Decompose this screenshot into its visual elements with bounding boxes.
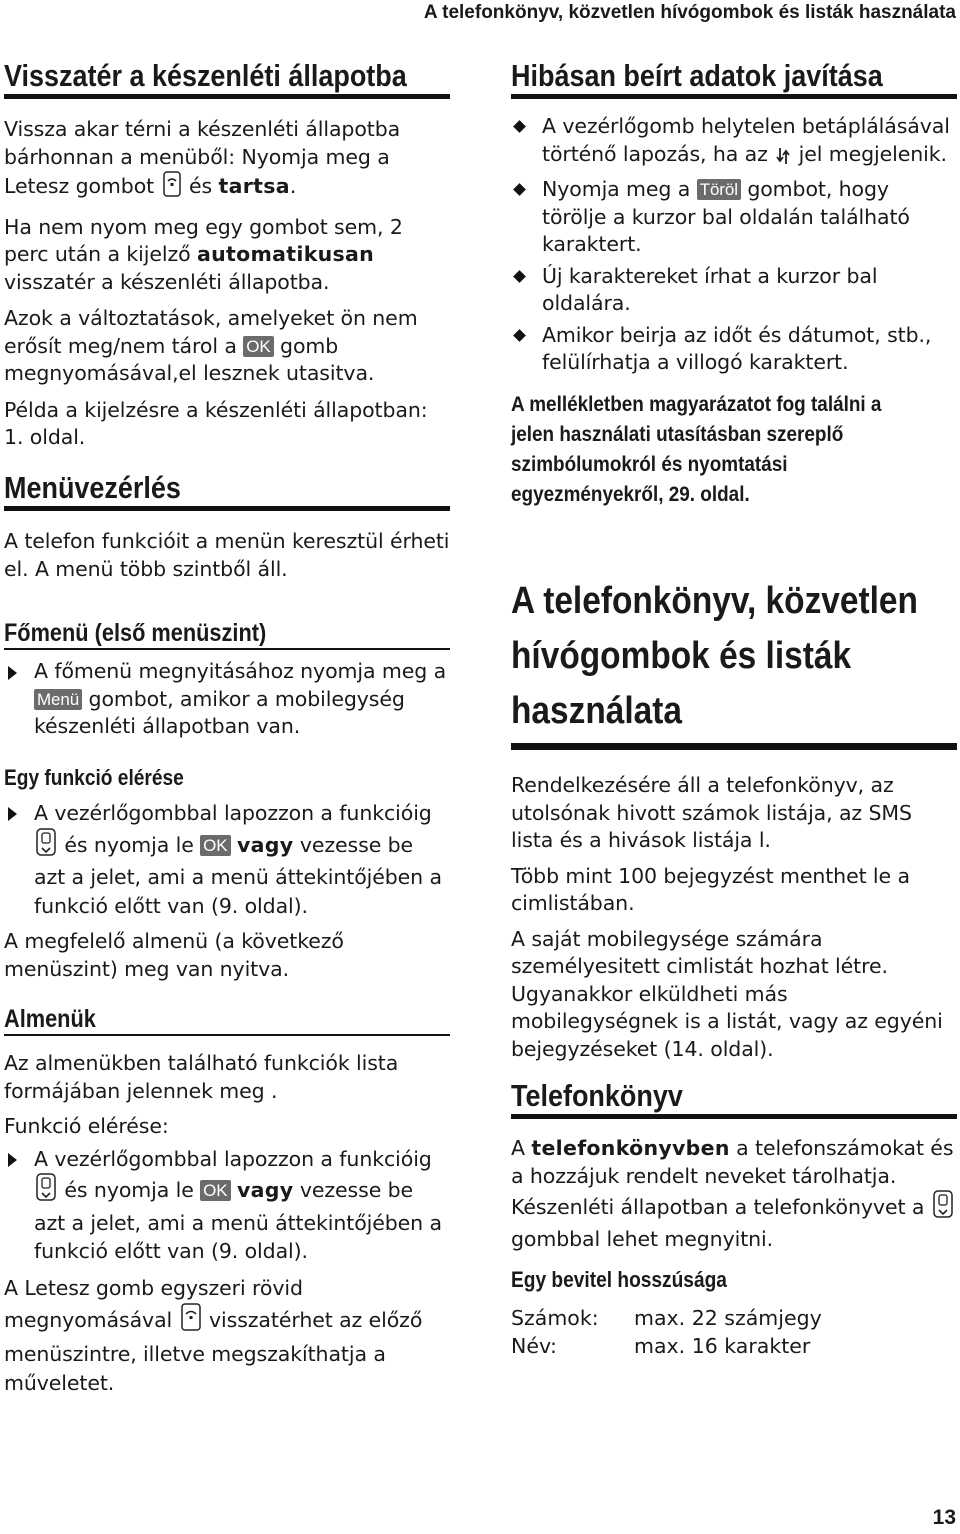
ok-key: OK	[243, 336, 273, 357]
section-title-main-menu: Főmenü (első menüszint)	[4, 618, 450, 650]
submenus-paragraph-2: Funkció elérése:	[4, 1114, 169, 1138]
ok-key: OK	[200, 835, 230, 856]
standby-paragraph-2: Ha nem nyom meg egy gombot sem, 2 perc után a kijelző automatikusan visszatér a készenléti állapotba.	[4, 214, 403, 294]
arrow-bullet-icon	[8, 1153, 17, 1167]
appendix-note: A mellékletben magyarázatot fog találni a jelen használati utasításban szereplő szimbólumokról és nyomtatási egyezményekről, 29. oldal.	[511, 391, 882, 506]
navigation-down-icon	[36, 828, 56, 864]
section-main-menu	[4, 618, 450, 741]
entry-length-table	[511, 1304, 822, 1360]
row-label: Számok:	[511, 1306, 599, 1330]
arrow-bullet-icon	[8, 807, 17, 821]
menu-key: Menü	[34, 689, 82, 710]
table-row	[511, 1304, 822, 1332]
section-title-phonebook: Telefonkönyv	[511, 1078, 957, 1119]
section-title-function-access: Egy funkció elérése	[4, 765, 184, 790]
swap-arrows-icon	[776, 145, 790, 173]
ok-key: OK	[200, 1180, 230, 1201]
section-correction	[511, 58, 957, 509]
chapter-paragraph-3: A saját mobilegysége számára személyesitett cimlistát hozhat létre. Ugyanakkor elküldheti más mobilegységnek is a listát, vagy az egyéni bejegyzéseket (14. oldal).	[511, 926, 943, 1061]
section-title-correction: Hibásan beírt adatok javítása	[511, 58, 957, 99]
function-access-note: A megfelelő almenü (a következő menüszint) meg van nyitva.	[4, 929, 344, 981]
diamond-bullet-icon	[513, 183, 526, 196]
end-call-icon	[163, 171, 181, 205]
table-row	[511, 1332, 822, 1360]
standby-paragraph-3: Azok a változtatások, amelyeket ön nem erősít meg/nem tárol a OK gomb megnyomásával,el lesznek utasitva.	[4, 306, 418, 385]
section-standby	[4, 58, 450, 452]
navigation-down-icon	[933, 1190, 953, 1226]
end-call-icon	[181, 1303, 201, 1340]
correction-item-4: Amikor beirja az időt és dátumot, stb., felülírhatja a villogó karaktert.	[511, 322, 957, 377]
arrow-bullet-icon	[8, 666, 17, 680]
function-access-step: A vezérlőgombbal lapozzon a funkcióig és nyomja le OK vagy vezesse be azt a jelet, ami a menü áttekintőjében a funkció előtt van (9. oldal).	[4, 799, 450, 920]
chapter-title: A telefonkönyv, közvetlen hívógombok és listák használata	[511, 574, 957, 750]
submenus-step: A vezérlőgombbal lapozzon a funkcióig és nyomja le OK vagy vezesse be azt a jelet, ami a menü áttekintőjében a funkció előtt van (9. oldal).	[4, 1145, 450, 1266]
phonebook-paragraph: A telefonkönyvben a telefonszámokat és a hozzájuk rendelt neveket tárolhatja. Készenléti állapotban a telefonkönyvet a gombbal lehet megnyitni.	[511, 1136, 954, 1251]
diamond-bullet-icon	[513, 270, 526, 283]
standby-paragraph-1: Vissza akar térni a készenléti állapotba bárhonnan a menüből: Nyomja meg a Letesz gombot és tartsa.	[4, 116, 450, 205]
section-phonebook	[511, 1078, 957, 1253]
submenus-paragraph-1: Az almenükben található funkciók lista formájában jelennek meg .	[4, 1051, 399, 1103]
main-menu-step: A főmenü megnyitásához nyomja meg a Menü gombot, amikor a mobilegység készenléti állapotban van.	[4, 658, 450, 741]
section-phonebook-lists	[511, 574, 957, 1063]
navigation-down-icon	[36, 1173, 56, 1209]
standby-paragraph-4: Példa a kijelzésre a készenléti állapotban: 1. oldal.	[4, 397, 428, 449]
section-title-submenus: Almenük	[4, 1004, 450, 1036]
diamond-bullet-icon	[513, 329, 526, 342]
correction-item-1: A vezérlőgomb helytelen betáplálásával történő lapozás, ha az jel megjelenik.	[511, 113, 957, 172]
section-menu	[4, 470, 450, 583]
section-title-standby: Visszatér a készenléti állapotba	[4, 58, 450, 99]
section-submenus	[4, 1004, 450, 1399]
chapter-paragraph-1: Rendelkezésére áll a telefonkönyv, az utolsónak hivott számok listája, az SMS lista és a hivások listája l.	[511, 773, 912, 852]
row-value: max. 22 számjegy	[634, 1306, 822, 1330]
chapter-paragraph-2: Több mint 100 bejegyzést menthet le a cimlistában.	[511, 863, 910, 915]
menu-paragraph: A telefon funkcióit a menün keresztül érheti el. A menü több szintből áll.	[4, 529, 450, 581]
correction-item-3: Új karaktereket írhat a kurzor bal oldalára.	[511, 263, 957, 318]
running-header: A telefonkönyv, közvetlen hívógombok és listák használata	[423, 2, 956, 23]
row-value: max. 16 karakter	[634, 1334, 811, 1358]
page-number: 13	[932, 1506, 956, 1529]
submenus-paragraph-3: A Letesz gomb egyszeri rövid megnyomásával visszatérhet az előző menüszintre, illetve megszakíthatja a műveletet.	[4, 1275, 423, 1395]
diamond-bullet-icon	[513, 120, 526, 133]
delete-key: Töröl	[697, 179, 741, 200]
section-function-access	[4, 764, 450, 983]
section-entry-length	[511, 1266, 957, 1360]
section-title-entry-length: Egy bevitel hosszúsága	[511, 1267, 727, 1292]
row-label: Név:	[511, 1334, 557, 1358]
correction-item-2: Nyomja meg a Töröl gombot, hogy törölje a kurzor bal oldalán található karaktert.	[511, 176, 957, 259]
section-title-menu: Menüvezérlés	[4, 470, 450, 511]
